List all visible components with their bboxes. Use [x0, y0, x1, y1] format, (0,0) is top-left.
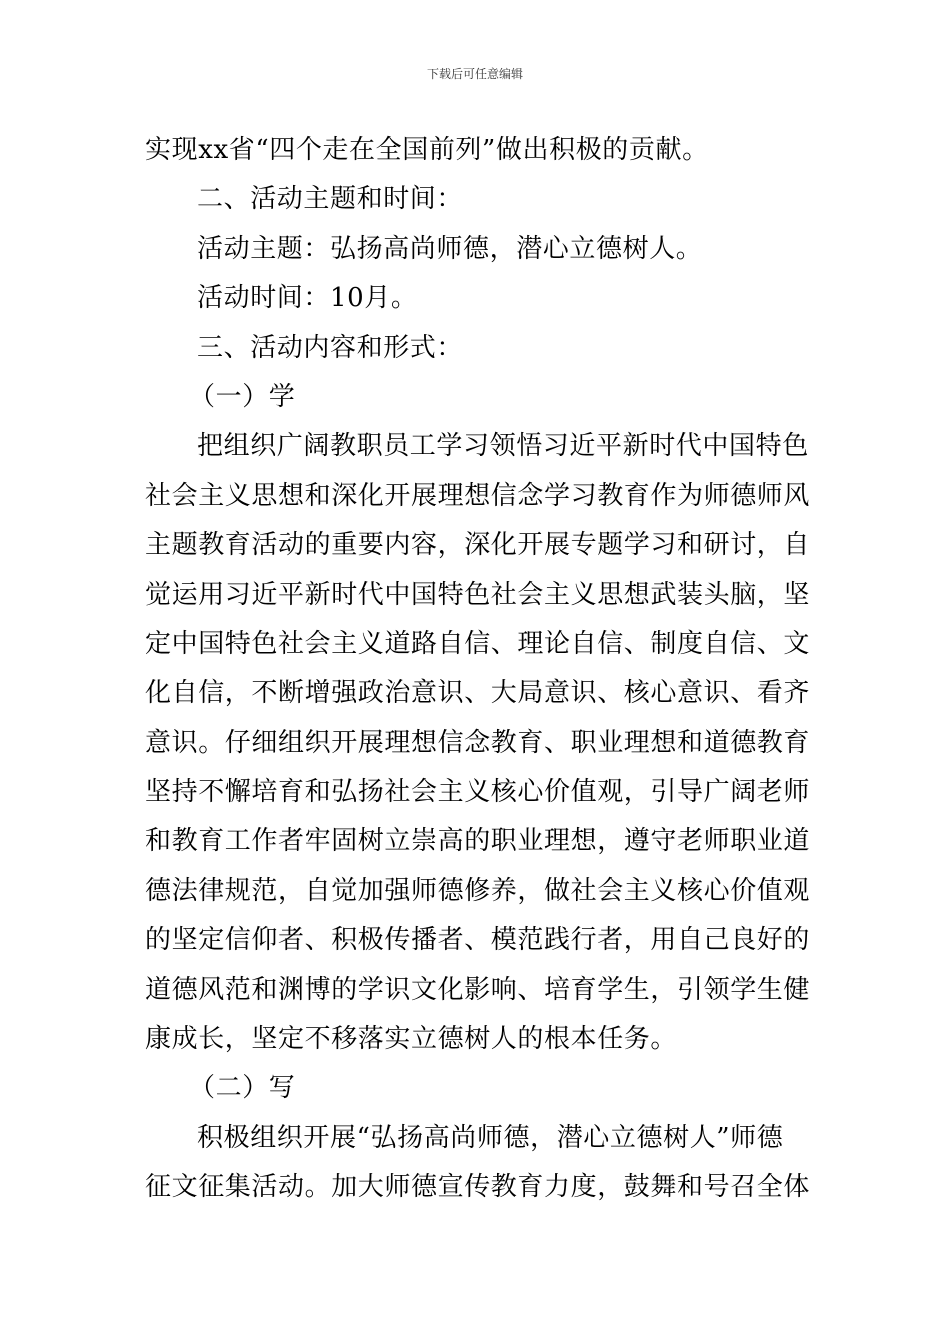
text-line: 和教育工作者牢固树立崇高的职业理想，遵守老师职业道 [145, 826, 811, 857]
text-line: 化自信，不断增强政治意识、大局意识、核心意识、看齐 [145, 678, 811, 709]
text-line: 主题教育活动的重要内容，深化开展专题学习和研讨，自 [145, 530, 811, 561]
text-line: 实现xx省“四个走在全国前列”做出积极的贡献。 [145, 135, 709, 165]
text-line: 坚持不懈培育和弘扬社会主义核心价值观，引导广阔老师 [145, 777, 811, 808]
text-line: 康成长，坚定不移落实立德树人的根本任务。 [145, 1024, 678, 1055]
page-header-note: 下载后可任意编辑 [426, 67, 523, 81]
text-line: 活动时间：10月。 [197, 283, 418, 314]
text-line: 活动主题：弘扬高尚师德，潜心立德树人。 [197, 233, 703, 264]
text-line: 觉运用习近平新时代中国特色社会主义思想武装头脑，坚 [145, 579, 811, 610]
text-line: 意识。仔细组织开展理想信念教育、职业理想和道德教育 [145, 727, 811, 758]
subsection-heading: （二）写 [189, 1073, 296, 1104]
text-line: 把组织广阔教职员工学习领悟习近平新时代中国特色 [197, 431, 809, 462]
text-line: 社会主义思想和深化开展理想信念学习教育作为师德师风 [145, 480, 811, 511]
text-line: 德法律规范，自觉加强师德修养，做社会主义核心价值观 [145, 875, 811, 906]
text-line: 的坚定信仰者、积极传播者、模范践行者，用自己良好的 [145, 925, 811, 956]
section-heading: 三、活动内容和形式： [197, 332, 464, 363]
text-line: 积极组织开展“弘扬高尚师德，潜心立德树人”师德 [197, 1122, 784, 1153]
text-line: 道德风范和渊博的学识文化影响、培育学生，引领学生健 [145, 974, 811, 1005]
subsection-heading: （一）学 [189, 381, 296, 412]
text-line: 定中国特色社会主义道路自信、理论自信、制度自信、文 [145, 628, 811, 659]
text-line: 征文征集活动。加大师德宣传教育力度，鼓舞和号召全体 [145, 1172, 811, 1203]
document-body [145, 126, 811, 1213]
section-heading: 二、活动主题和时间： [197, 184, 464, 215]
